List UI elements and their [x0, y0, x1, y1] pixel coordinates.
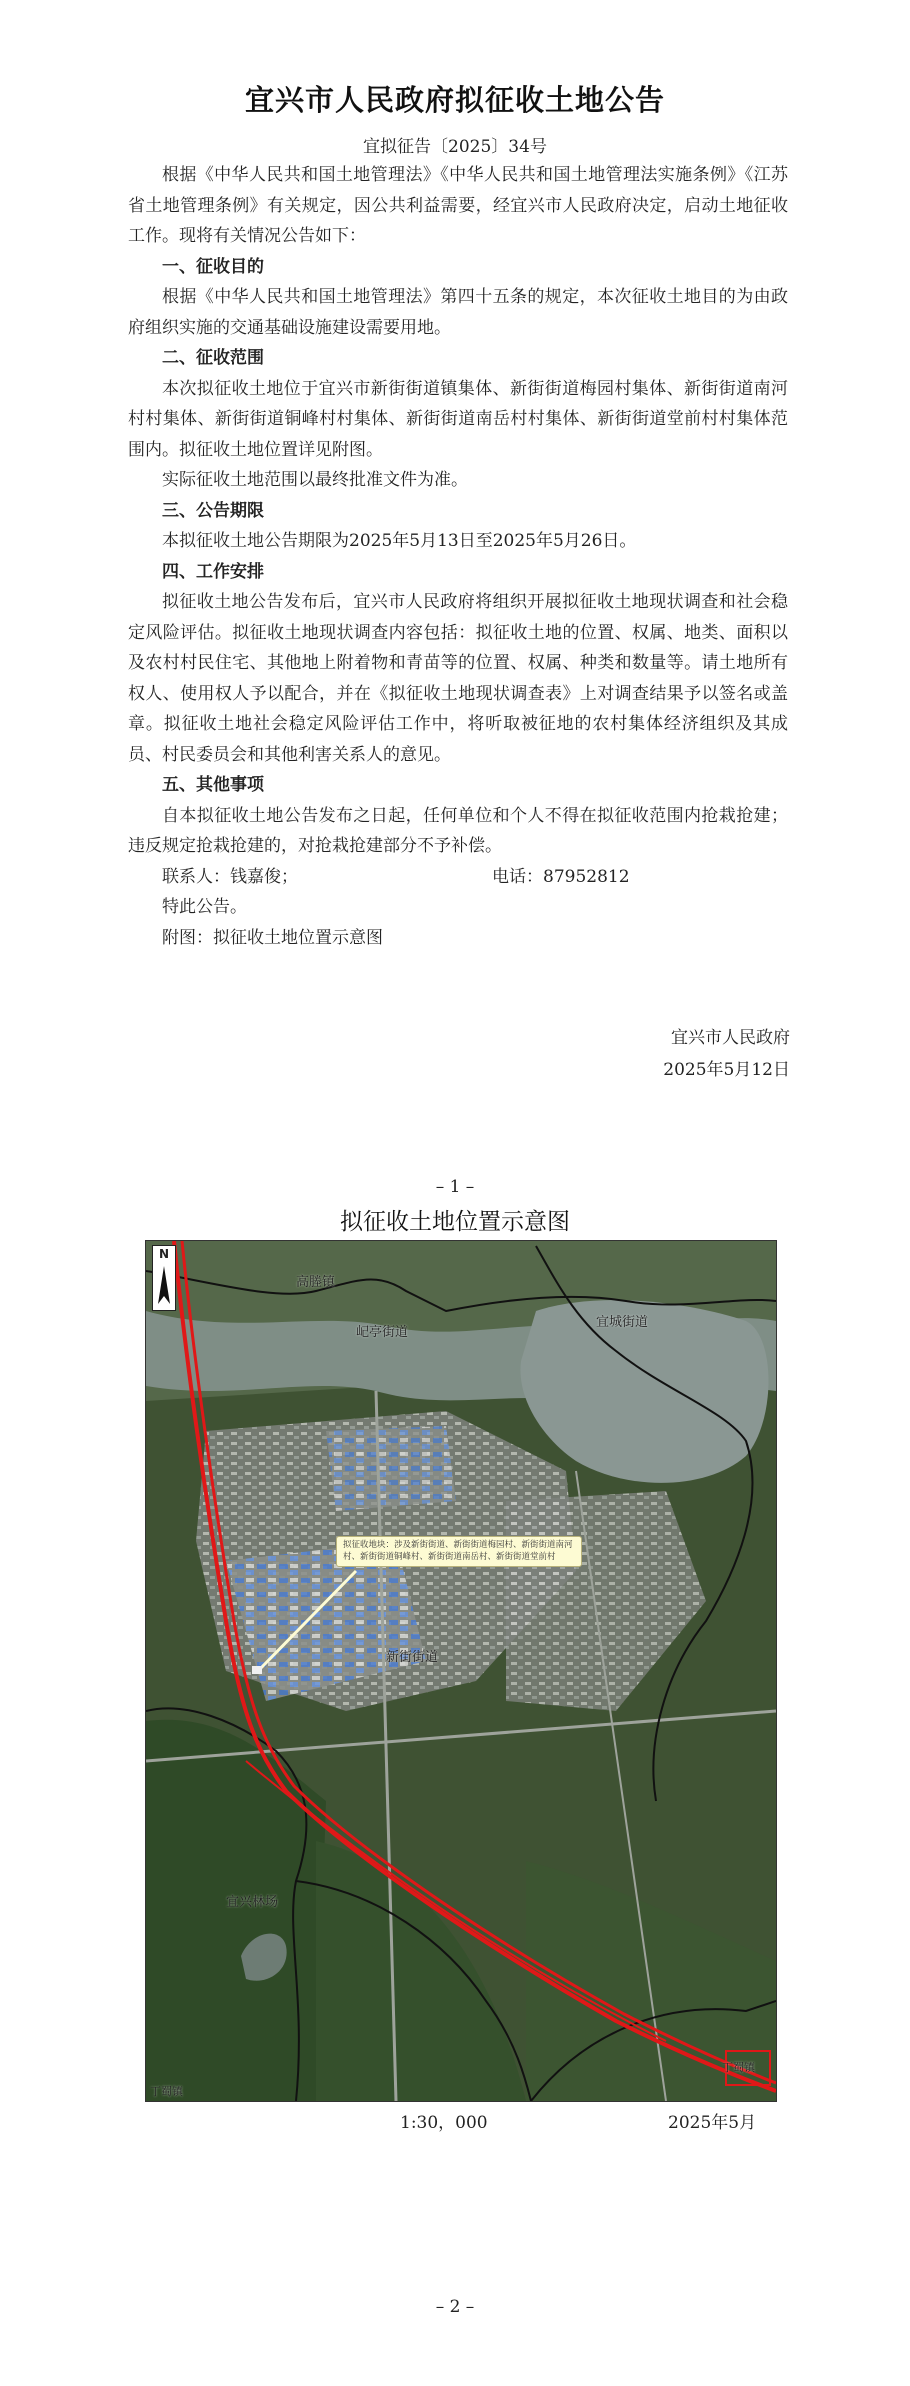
satellite-map-image	[146, 1241, 776, 2101]
map-label-xinjie: 新街街道	[386, 1650, 439, 1665]
page-number-1: – 1 –	[435, 1177, 475, 1197]
attachment-note: 附图：拟征收土地位置示意图	[162, 927, 383, 948]
signature-block	[663, 1022, 790, 1086]
document-number: 宜拟征告〔2025〕34号	[363, 137, 547, 157]
section-text-scope: 本次拟征收土地位于宜兴市新街街道镇集体、新街街道梅园村集体、新街街道南河村村集体、新街街道铜峰村村集体、新街街道南岳村村集体、新街街道堂前村村集体范围内。拟征收土地位置详见附图。	[128, 378, 788, 460]
map-date: 2025年5月	[668, 2113, 757, 2133]
section-text-arrangement: 拟征收土地公告发布后，宜兴市人民政府将组织开展拟征收土地现状调查和社会稳定风险评估。拟征收土地现状调查内容包括：拟征收土地的位置、权属、地类、面积以及农村村民住宅、其他地上附着物和青苗等的位置、权属、种类和数量等。请土地所有权人、使用权人予以配合，并在《拟征收土地现状调查表》上对调查结果予以签名或盖章。拟征收土地社会稳定风险评估工作中，将听取被征地的农村集体经济组织及其成员、村民委员会和其他利害关系人的意见。	[128, 592, 788, 765]
section-heading-purpose: 一、征收目的	[162, 256, 264, 277]
map-label-gaoteng: 高塍镇	[296, 1275, 336, 1290]
section-text-period: 本拟征收土地公告期限为2025年5月13日至2025年5月26日。	[162, 531, 637, 551]
section-text-scope-note: 实际征收土地范围以最终批准文件为准。	[162, 470, 468, 490]
map-callout: 拟征收地块：涉及新街街道、新街街道梅园村、新街街道南河村、新街街道铜峰村、新街街道南岳村、新街街道堂前村	[336, 1536, 582, 1567]
section-text-other: 自本拟征收土地公告发布之日起，任何单位和个人不得在拟征收范围内抢栽抢建；违反规定抢栽抢建的，对抢栽抢建部分不予补偿。	[128, 805, 788, 856]
section-heading-scope: 二、征收范围	[162, 348, 264, 368]
intro-paragraph: 根据《中华人民共和国土地管理法》《中华人民共和国土地管理法实施条例》《江苏省土地管理条例》有关规定，因公共利益需要，经宜兴市人民政府决定，启动土地征收工作。现将有关情况公告如下：	[128, 165, 788, 246]
issuer-name: 宜兴市人民政府	[671, 1028, 790, 1048]
section-heading-arrangement: 四、工作安排	[162, 561, 264, 582]
announcement-body	[128, 160, 788, 953]
section-heading-other: 五、其他事项	[162, 775, 264, 795]
contact-name: 联系人：钱嘉俊；	[162, 866, 298, 887]
map-label-yicheng: 宜城街道	[596, 1315, 649, 1330]
map-label-pingting: 屺亭街道	[356, 1325, 409, 1340]
page-number-2: – 2 –	[435, 2297, 475, 2317]
location-map	[145, 1240, 777, 2102]
issue-date: 2025年5月12日	[663, 1060, 790, 1080]
contact-phone: 电话：87952812	[492, 866, 630, 887]
north-label: N	[158, 1247, 170, 1261]
section-text-purpose: 根据《中华人民共和国土地管理法》第四十五条的规定，本次征收土地目的为由政府组织实施的交通基础设施建设需要用地。	[128, 287, 788, 338]
closing-statement: 特此公告。	[162, 897, 247, 917]
north-arrow-icon	[152, 1245, 176, 1311]
document-title: 宜兴市人民政府拟征收土地公告	[244, 83, 665, 117]
map-label-corner: 丁蜀镇	[150, 2085, 183, 2098]
contact-line	[128, 862, 788, 893]
map-label-dingshu: 丁蜀镇	[722, 2061, 755, 2074]
map-scale: 1:30，000	[400, 2113, 488, 2133]
section-heading-period: 三、公告期限	[162, 500, 264, 521]
map-title: 拟征收土地位置示意图	[340, 1209, 570, 1235]
map-label-linchang: 宜兴林场	[226, 1895, 279, 1910]
